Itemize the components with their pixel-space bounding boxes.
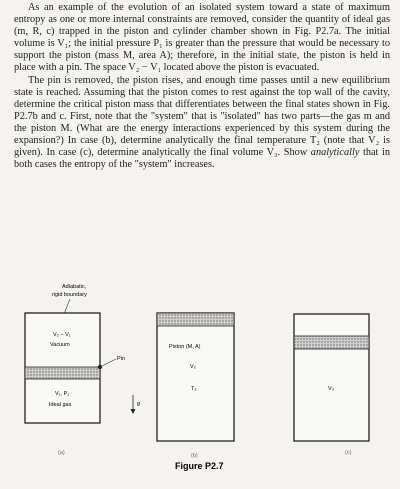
panel-b (157, 313, 234, 459)
adiabatic-label: Adiabatic, (62, 284, 87, 290)
figure-p2-7 (0, 278, 400, 484)
figure-drawing (0, 278, 400, 484)
ideal-gas-label: Ideal gas (49, 402, 72, 408)
gravity-arrowhead (131, 409, 136, 414)
upper-space-label: V₂ − V₁ (53, 332, 71, 338)
panel-b-volume-label: V₂ (190, 364, 196, 370)
panel-b-letter: (b) (191, 453, 198, 459)
paragraph-2-part-2: that in both cases the entropy of the "system" increases. (14, 147, 390, 171)
panel-a-letter: (a) (58, 450, 65, 456)
piston-c (294, 336, 369, 349)
panel-b-temperature-label: T₂ (191, 386, 197, 392)
rigid-boundary-label: rigid boundary (52, 292, 87, 298)
figure-caption: Figure P2.7 (175, 461, 224, 471)
piston-b (157, 313, 234, 326)
panel-c-letter: (c) (345, 450, 352, 456)
paragraph-2-part-1: The pin is removed, the piston rises, and enough time passes until a new equilibrium state is reached. Assuming that the piston comes to rest against the top wall of the cavity, determine the critical piston mass that differentiates between the final states shown in Fig. P2.7b and c. First, note that the "system" that is "isolated" has two parts—the gas m and the piston M. (What are the energy interactions experienced by this system during the expansion?) In case (b), determine analytically the final temperature T₂ (note that V₂ is given). In case (c), determine analytically the final volume V₃. Show (14, 74, 390, 159)
boundary-leader-line (64, 299, 70, 314)
cylinder-b (157, 313, 234, 441)
panel-c-volume-label: V₃ (328, 386, 334, 392)
pin (98, 365, 102, 369)
piston-label: Piston (M, A) (169, 344, 201, 350)
piston-a (25, 367, 100, 379)
gas-state-label: V₁, P₁ (55, 391, 70, 397)
vacuum-label: Vacuum (50, 342, 70, 348)
paragraph-2-emphasis: analytically (310, 147, 360, 159)
paragraph-1: As an example of the evolution of an isolated system toward a state of maximum entropy as one or more internal constraints are removed, consider the quantity of ideal gas (m, R, c) trapped in the piston and cylinder chamber shown in Fig. P2.7a. The initial volume is V₁; the initial pressure P₁ is greater than the pressure that would be necessary to support the piston (mass M, area A); therefore, in the initial state, the piston is held in place with a pin. The space V₂ − V₁ located above the piston is evacuated. (14, 2, 390, 74)
pin-label: Pin (117, 356, 125, 362)
problem-text (14, 2, 390, 171)
panel-a (25, 284, 141, 456)
cylinder-c (294, 314, 369, 441)
panel-c (294, 314, 369, 456)
pin-leader-line (102, 359, 116, 366)
paragraph-2 (14, 75, 390, 172)
gravity-label: g (137, 401, 141, 407)
